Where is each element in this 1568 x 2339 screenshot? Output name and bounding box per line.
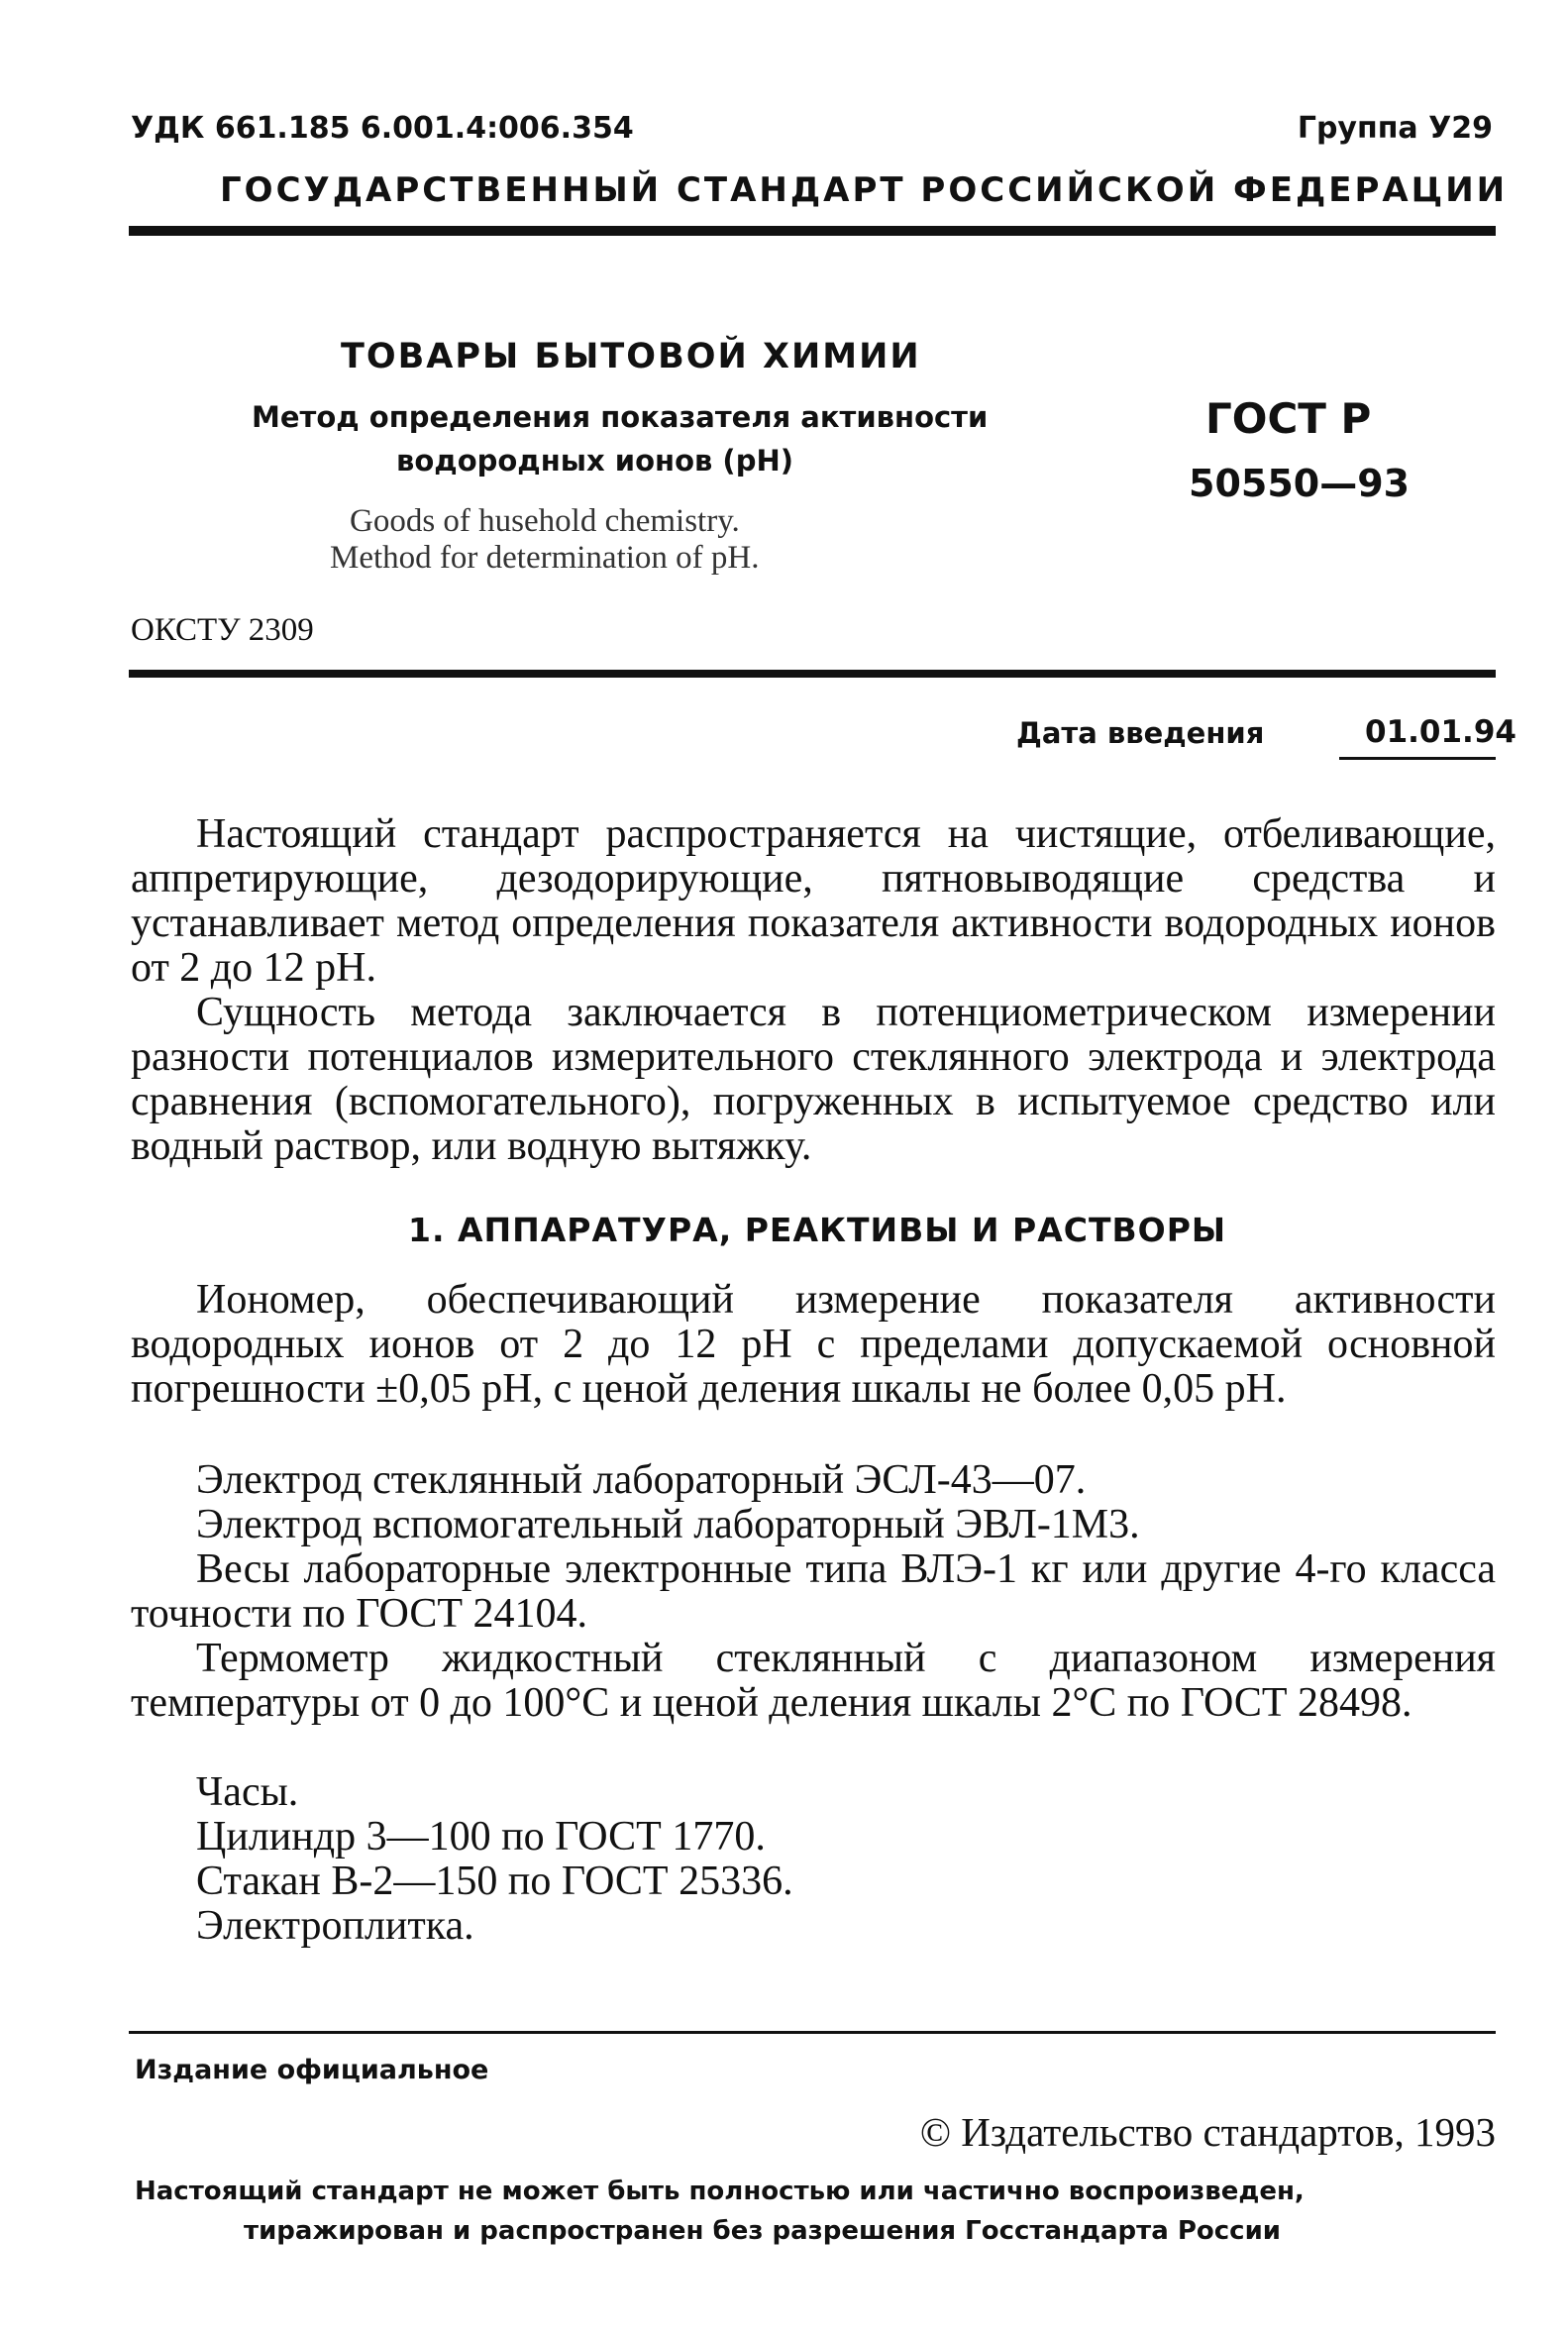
item-beaker: Стакан В-2—150 по ГОСТ 25336.	[196, 1859, 793, 1904]
oksu-code: ОКСТУ 2309	[131, 612, 314, 648]
notice-line-1: Настоящий стандарт не может быть полностью или частично воспроизведен,	[135, 2177, 1305, 2206]
notice-line-2: тиражирован и распространен без разрешения Госстандарта России	[244, 2216, 1282, 2246]
item-scales: Весы лабораторные электронные типа ВЛЭ-1 кг или другие 4-го класса точности по ГОСТ 24104.	[131, 1546, 1496, 1637]
english-title-line-1: Goods of husehold chemistry.	[350, 503, 740, 539]
header-thick-rule	[129, 226, 1496, 236]
state-standard-title: ГОСУДАРСТВЕННЫЙ СТАНДАРТ РОССИЙСКОЙ ФЕДЕРАЦИИ	[220, 170, 1509, 210]
english-title-line-2: Method for determination of pH.	[330, 540, 760, 576]
item-ionomer: Иономер, обеспечивающий измерение показателя активности водородных ионов от 2 до 12 pH с пределами допускаемой основной погрешности ±0,05 pH, с ценой деления шкалы не более 0,05 pH.	[131, 1277, 1496, 1412]
gost-number: 50550—93	[1189, 462, 1411, 505]
copyright-line: © Издательство стандартов, 1993	[919, 2109, 1496, 2155]
official-edition: Издание официальное	[135, 2055, 489, 2085]
item-clock: Часы.	[196, 1769, 299, 1815]
date-value: 01.01.94	[1365, 714, 1516, 750]
item-glass-electrode: Электрод стеклянный лабораторный ЭСЛ-43—07.	[196, 1457, 1087, 1503]
date-label: Дата введения	[1016, 716, 1265, 750]
gost-label: ГОСТ Р	[1205, 394, 1372, 443]
group-code: Группа У29	[1297, 111, 1493, 146]
title-thick-rule	[129, 670, 1496, 678]
item-electric-stove: Электроплитка.	[196, 1903, 474, 1949]
item-thermometer: Термометр жидкостный стеклянный с диапазоном измерения температуры от 0 до 100°С и ценой деления шкалы 2°С по ГОСТ 28498.	[131, 1636, 1496, 1726]
intro-paragraph-1: Настоящий стандарт распространяется на чистящие, отбеливающие, аппретирующие, дезодорирующие, пятновыводящие средства и устанавливает метод определения показателя активности водородных ионов от 2 до 12 pH.	[131, 811, 1496, 991]
section-heading: 1. АППАРАТУРА, РЕАКТИВЫ И РАСТВОРЫ	[408, 1211, 1227, 1249]
subtitle-line-1: Метод определения показателя активности	[252, 400, 989, 434]
subtitle-line-2: водородных ионов (pH)	[396, 444, 793, 478]
udk-code: УДК 661.185 6.001.4:006.354	[131, 111, 634, 146]
date-underline	[1339, 757, 1496, 760]
footer-rule	[129, 2031, 1496, 2034]
item-auxiliary-electrode: Электрод вспомогательный лабораторный ЭВЛ-1М3.	[196, 1502, 1140, 1547]
intro-paragraph-2: Сущность метода заключается в потенциометрическом измерении разности потенциалов измерительного стеклянного электрода и электрода сравнения (вспомогательного), погруженных в испытуемое средство или водный раствор, или водную вытяжку.	[131, 990, 1496, 1169]
document-title: ТОВАРЫ БЫТОВОЙ ХИМИИ	[341, 337, 921, 376]
item-cylinder: Цилиндр 3—100 по ГОСТ 1770.	[196, 1814, 766, 1860]
